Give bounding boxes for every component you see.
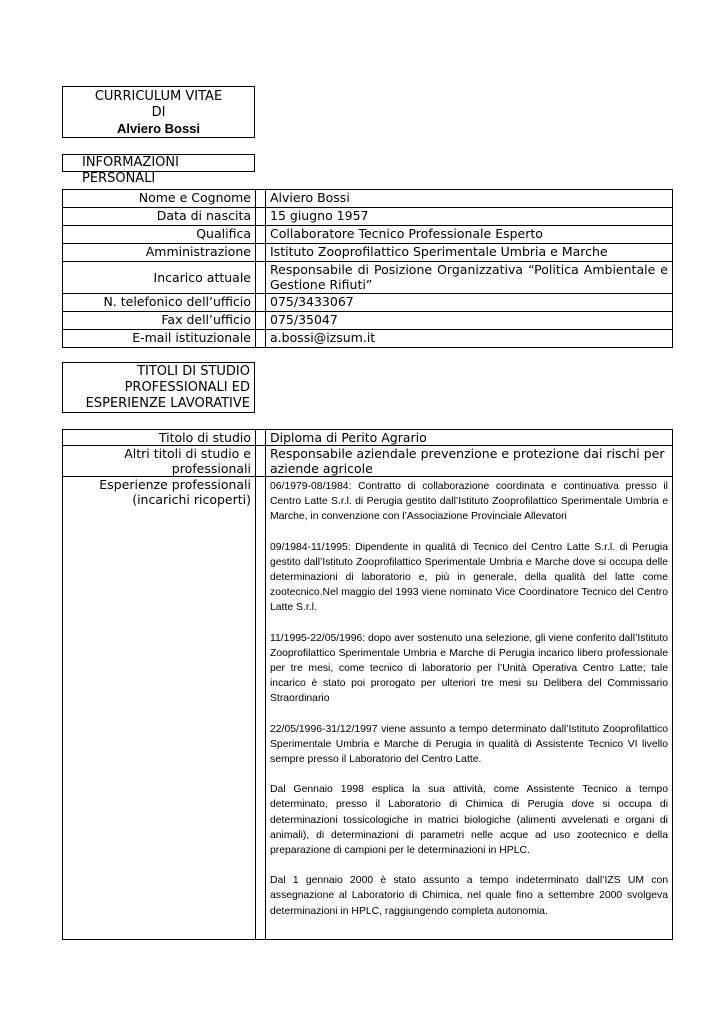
esperienze-label [63,477,256,940]
experience-entry: Dal Gennaio 1998 esplica la sua attività, come Assistente Tecnico a tempo determinato, presso il Laboratorio di Chimica di Perugia dove si occupa di determinazioni tossicologiche in matrici biologiche (alimenti avvelenati e organi di animali), di determinazioni di parametri nelle acque ad uso zootecnico e della preparazione di campioni per le determinazioni in HPLC. [270,784,668,857]
cv-owner-name: Alviero Bossi [116,121,201,136]
cell-spacer [256,430,266,446]
altri-label-line1: Altri titoli di studio e [124,446,251,461]
personal-label: Amministrazione [63,244,256,262]
personal-label: Qualifica [63,226,256,244]
esperienze-value [266,477,673,940]
personal-value: a.bossi@izsum.it [266,330,673,348]
cell-spacer [256,446,266,477]
table-row [63,446,673,477]
cv-title-box [62,86,255,138]
titolo-label: Titolo di studio [63,430,256,446]
cell-spacer [256,477,266,940]
personal-value: 15 giugno 1957 [266,208,673,226]
section-studies-line1: TITOLI DI STUDIO [137,364,250,379]
cell-spacer [256,312,266,330]
table-row [63,430,673,446]
table-row [63,477,673,940]
table-row [63,312,673,330]
experience-entry: Dal 1 gennaio 2000 è stato assunto a tempo indeterminato dall’IZS UM con assegnazione al Laboratorio di Chimica, nel quale fino a settembre 2000 svolgeva determinazioni in HPLC, raggiungendo completa autonomia. [270,875,668,917]
section-studies-line3: ESPERIENZE LAVORATIVE [85,396,250,411]
altri-label-line2: professionali [171,461,251,476]
experience-entry: 11/1995-22/05/1996: dopo aver sostenuto una selezione, gli viene conferito dall’Istituto Zooprofilattico Sperimentale Umbria e Marche di Perugia incarico libero professionale per tre mesi, come tecnico di laboratorio per l’Unità Operativa Centro Latte; tale incarico è stato poi prorogato per ulteriori tre mesi su Delibera del Commissario Straordinario [270,632,668,705]
cell-spacer [256,244,266,262]
cell-spacer [256,330,266,348]
table-row [63,208,673,226]
personal-value: Alviero Bossi [266,190,673,208]
personal-value: Responsabile di Posizione Organizzativa “Politica Ambientale e Gestione Rifiuti” [266,262,673,294]
cell-spacer [256,190,266,208]
personal-label: Incarico attuale [63,262,256,294]
section-header-studies [62,362,255,413]
personal-label: Nome e Cognome [63,190,256,208]
personal-value: Collaboratore Tecnico Professionale Esperto [266,226,673,244]
section-header-personal: INFORMAZIONI PERSONALI [62,154,255,172]
esperienze-label-line1: Esperienze professionali [99,477,251,492]
altri-titoli-value: Responsabile aziendale prevenzione e protezione dai rischi per aziende agricole [266,446,673,477]
cell-spacer [256,294,266,312]
table-row [63,226,673,244]
altri-titoli-label [63,446,256,477]
esperienze-label-line2: (incarichi ricoperti) [132,492,251,507]
personal-value: 075/3433067 [266,294,673,312]
cell-spacer [256,226,266,244]
titolo-value: Diploma di Perito Agrario [266,430,673,446]
personal-value: Istituto Zooprofilattico Sperimentale Umbria e Marche [266,244,673,262]
cell-spacer [256,262,266,294]
table-row [63,294,673,312]
personal-info-table [62,189,673,348]
personal-label: Fax dell’ufficio [63,312,256,330]
cv-title-line1: CURRICULUM VITAE [94,89,223,104]
experience-entry: 09/1984-11/1995: Dipendente in qualità di Tecnico del Centro Latte S.r.l. di Perugia gestito dall’Istituto Zooprofilattico Sperimentale Umbria e Marche dove si occupa delle determinazioni di laboratorio e, più in generale, della qualità del latte come zootecnico.Nel maggio del 1993 viene nominato Vice Coordinatore Tecnico del Centro Latte S.r.l. [270,541,668,614]
personal-label: Data di nascita [63,208,256,226]
experience-entry: 06/1979-08/1984: Contratto di collaborazione coordinata e continuativa presso il Centro Latte S.r.l. di Perugia gestito dall’Istituto Zooprofilattico Sperimentale Umbria e Marche, in convenzione con l’Associazione Provinciale Allevatori [270,481,668,523]
table-row [63,244,673,262]
experience-entry: 22/05/1996-31/12/1997 viene assunto a tempo determinato dall’Istituto Zooprofilattico Sperimentale Umbria e Marche di Perugia in qualità di Assistente Tecnico VI livello sempre presso il Laboratorio del Centro Latte. [270,723,668,766]
personal-label: E-mail istituzionale [63,330,256,348]
personal-value: 075/35047 [266,312,673,330]
studies-table [62,429,673,940]
table-row [63,190,673,208]
cv-title-line2: DI [151,105,166,120]
table-row [63,330,673,348]
personal-label: N. telefonico dell’ufficio [63,294,256,312]
table-row [63,262,673,294]
cell-spacer [256,208,266,226]
section-studies-line2: PROFESSIONALI ED [124,380,250,395]
